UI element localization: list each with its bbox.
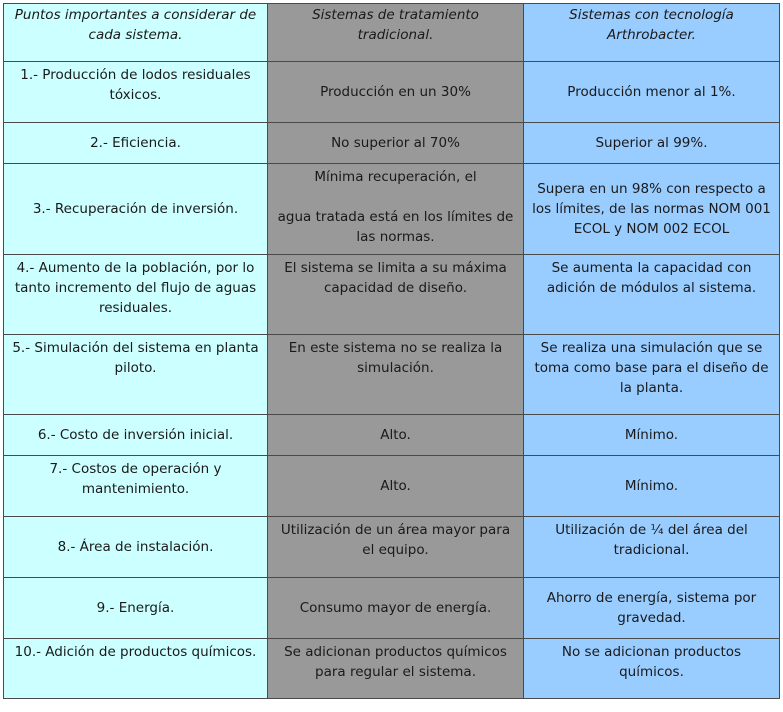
table-row — [4, 62, 780, 123]
point-cell: 5.- Simulación del sistema en planta piloto. — [4, 335, 268, 415]
table-row — [4, 456, 780, 517]
point-cell: 10.- Adición de productos químicos. — [4, 639, 268, 699]
point-cell: 9.- Energía. — [4, 578, 268, 639]
point-cell: 7.- Costos de operación y mantenimiento. — [4, 456, 268, 517]
arthrobacter-cell: Supera en un 98% con respecto a los límites, de las normas NOM 001 ECOL y NOM 002 ECOL — [524, 164, 780, 255]
table-row — [4, 517, 780, 578]
traditional-cell: Alto. — [268, 456, 524, 517]
point-cell: 4.- Aumento de la población, por lo tanto incremento del flujo de aguas residuales. — [4, 255, 268, 335]
arthrobacter-cell: No se adicionan productos químicos. — [524, 639, 780, 699]
arthrobacter-cell: Se realiza una simulación que se toma como base para el diseño de la planta. — [524, 335, 780, 415]
arthrobacter-cell: Mínimo. — [524, 456, 780, 517]
table-row — [4, 335, 780, 415]
header-arthrobacter: Sistemas con tecnología Arthrobacter. — [524, 4, 780, 62]
table-row — [4, 415, 780, 456]
arthrobacter-cell: Mínimo. — [524, 415, 780, 456]
table-row — [4, 123, 780, 164]
header-traditional: Sistemas de tratamiento tradicional. — [268, 4, 524, 62]
traditional-cell: Alto. — [268, 415, 524, 456]
arthrobacter-cell: Utilización de ¼ del área del tradicional. — [524, 517, 780, 578]
arthrobacter-cell: Ahorro de energía, sistema por gravedad. — [524, 578, 780, 639]
traditional-cell: Se adicionan productos químicos para regular el sistema. — [268, 639, 524, 699]
arthrobacter-cell: Se aumenta la capacidad con adición de módulos al sistema. — [524, 255, 780, 335]
point-cell: 8.- Área de instalación. — [4, 517, 268, 578]
point-cell: 6.- Costo de inversión inicial. — [4, 415, 268, 456]
table-row — [4, 639, 780, 699]
table-row — [4, 578, 780, 639]
header-row — [4, 4, 780, 62]
point-cell: 3.- Recuperación de inversión. — [4, 164, 268, 255]
arthrobacter-cell: Superior al 99%. — [524, 123, 780, 164]
traditional-cell: No superior al 70% — [268, 123, 524, 164]
traditional-cell: En este sistema no se realiza la simulación. — [268, 335, 524, 415]
traditional-cell — [268, 164, 524, 255]
traditional-text-a: Mínima recuperación, el — [314, 169, 477, 185]
traditional-cell: Utilización de un área mayor para el equipo. — [268, 517, 524, 578]
table-row — [4, 164, 780, 255]
point-cell: 1.- Producción de lodos residuales tóxicos. — [4, 62, 268, 123]
point-cell: 2.- Eficiencia. — [4, 123, 268, 164]
header-points: Puntos importantes a considerar de cada sistema. — [4, 4, 268, 62]
traditional-cell: Consumo mayor de energía. — [268, 578, 524, 639]
arthrobacter-cell: Producción menor al 1%. — [524, 62, 780, 123]
traditional-text-b: agua tratada está en los límites de las normas. — [277, 209, 514, 245]
comparison-table — [3, 3, 780, 699]
traditional-cell: El sistema se limita a su máxima capacidad de diseño. — [268, 255, 524, 335]
table-row — [4, 255, 780, 335]
traditional-cell: Producción en un 30% — [268, 62, 524, 123]
